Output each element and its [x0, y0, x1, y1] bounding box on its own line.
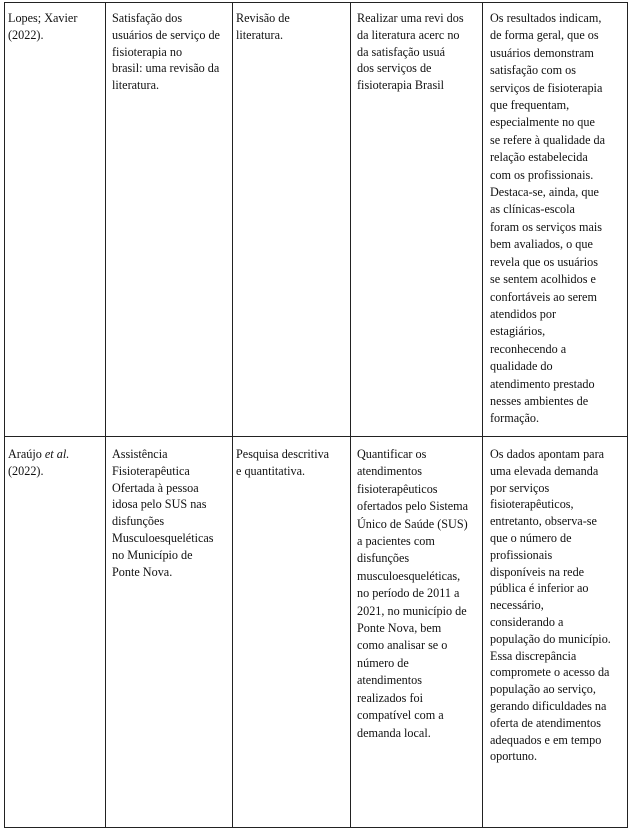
- cell-line: necessário,: [490, 598, 544, 613]
- cell-line: dos serviços de: [357, 61, 432, 76]
- cell-line: oferta de atendimentos: [490, 715, 601, 730]
- cell-line: com os profissionais.: [490, 167, 594, 182]
- cell-line: considerando a: [490, 614, 564, 629]
- row-divider: [4, 436, 628, 437]
- cell-line: profissionais: [490, 547, 553, 562]
- cell-line: atendimentos: [357, 464, 422, 479]
- cell-line: foram os serviços mais: [490, 219, 603, 234]
- cell-line: Satisfação dos: [112, 11, 183, 25]
- cell-line: população ao serviço,: [490, 682, 596, 697]
- table-cell-method: [236, 446, 348, 480]
- cell-line: reconhecendo a: [490, 341, 567, 356]
- table-cell-method: [236, 10, 348, 44]
- table-cell-objective: [357, 446, 481, 742]
- table-cell-objective: [357, 10, 481, 94]
- cell-line: da literatura acerc no: [357, 27, 460, 42]
- table-border-top: [4, 2, 628, 3]
- cell-line: bem avaliados, o que: [490, 237, 593, 252]
- cell-line: (2022).: [8, 27, 44, 42]
- cell-line: literatura.: [236, 27, 284, 42]
- cell-line: por serviços: [490, 480, 550, 495]
- cell-line: Realizar uma revi dos: [357, 11, 464, 25]
- cell-line: e quantitativa.: [236, 463, 306, 478]
- cell-line: compromete o acesso da: [490, 665, 610, 680]
- cell-line: confortáveis ao serem: [490, 289, 597, 304]
- cell-line: serviços de fisioterapia: [490, 80, 603, 95]
- cell-line: de forma geral, que os: [490, 28, 599, 43]
- table-cell-title: [112, 446, 232, 580]
- cell-line: que o número de: [490, 530, 572, 545]
- cell-line: revela que os usuários: [490, 254, 598, 269]
- cell-line: disfunções: [357, 551, 410, 566]
- cell-line: da satisfação usuá: [357, 44, 445, 59]
- cell-line: população do município.: [490, 631, 611, 646]
- cell-line: demanda local.: [357, 725, 431, 740]
- cell-line: as clínicas-escola: [490, 202, 575, 217]
- table-border-left: [4, 2, 5, 828]
- cell-line: no Município de: [112, 547, 193, 562]
- cell-line: fisioterapia Brasil: [357, 78, 444, 93]
- cell-line: Ofertada à pessoa: [112, 480, 199, 495]
- cell-line: Ponte Nova, bem: [357, 621, 442, 636]
- cell-line: adequados e em tempo: [490, 732, 602, 747]
- cell-line: Fisioterapêutica: [112, 463, 190, 478]
- cell-line: fisioterapia no: [112, 44, 183, 59]
- cell-line: Revisão de: [236, 11, 290, 25]
- author-et-al: et al.: [44, 447, 70, 461]
- table-cell-results: [490, 10, 626, 428]
- cell-line: musculoesqueléticas,: [357, 568, 461, 583]
- cell-line: Quantificar os: [357, 447, 427, 461]
- cell-line: usuários de serviço de: [112, 27, 220, 42]
- cell-line: se sentem acolhidos e: [490, 272, 596, 287]
- cell-line: [8, 446, 104, 463]
- cell-line: fisioterapêuticos,: [490, 497, 574, 512]
- cell-line: atendimento prestado: [490, 376, 595, 391]
- cell-line: que frequentam,: [490, 98, 570, 113]
- cell-line: Os resultados indicam,: [490, 11, 602, 25]
- cell-line: estagiários,: [490, 324, 546, 339]
- column-divider: [482, 2, 483, 828]
- cell-line: relação estabelecida: [490, 150, 588, 165]
- table-cell-author: [8, 10, 104, 44]
- cell-line: Essa discrepância: [490, 648, 577, 663]
- cell-line: entretanto, observa-se: [490, 514, 597, 529]
- cell-line: disfunções: [112, 514, 165, 529]
- table-cell-results: [490, 446, 626, 765]
- cell-line: Musculoesqueléticas: [112, 530, 214, 545]
- cell-line: uma elevada demanda: [490, 463, 599, 478]
- cell-line: atendidos por: [490, 306, 557, 321]
- cell-line: Destaca-se, ainda, que: [490, 185, 599, 200]
- cell-line: Único de Saúde (SUS): [357, 516, 468, 531]
- cell-line: oportuno.: [490, 749, 538, 764]
- cell-line: Lopes; Xavier: [8, 11, 78, 25]
- cell-line: nesses ambientes de: [490, 393, 589, 408]
- cell-line: Assistência: [112, 447, 168, 461]
- cell-line: Ponte Nova.: [112, 564, 173, 579]
- cell-line: realizados foi: [357, 690, 423, 705]
- cell-line: brasil: uma revisão da: [112, 61, 220, 76]
- author-name: Araújo: [8, 447, 42, 461]
- cell-line: qualidade do: [490, 359, 553, 374]
- cell-line: ofertados pelo Sistema: [357, 499, 469, 514]
- cell-line: se refere à qualidade da: [490, 132, 606, 147]
- column-divider: [105, 2, 106, 828]
- table-border-right: [627, 2, 628, 828]
- cell-line: formação.: [490, 411, 540, 426]
- cell-line: número de: [357, 655, 409, 670]
- cell-line: a pacientes com: [357, 534, 435, 549]
- cell-line: atendimentos: [357, 673, 422, 688]
- cell-line: gerando dificuldades na: [490, 698, 607, 713]
- cell-line: no período de 2011 a: [357, 586, 460, 601]
- cell-line: pública é inferior ao: [490, 581, 589, 596]
- column-divider: [350, 2, 351, 828]
- table-border-bottom: [4, 827, 628, 828]
- cell-line: compatível com a: [357, 708, 444, 723]
- table-cell-author: [8, 446, 104, 480]
- cell-line: Pesquisa descritiva: [236, 447, 330, 461]
- cell-line: idosa pelo SUS nas: [112, 497, 207, 512]
- column-divider: [232, 2, 233, 828]
- cell-line: disponíveis na rede: [490, 564, 585, 579]
- cell-line: como analisar se o: [357, 638, 448, 653]
- cell-line: usuários demonstram: [490, 45, 594, 60]
- table-cell-title: [112, 10, 232, 94]
- cell-line: satisfação com os: [490, 63, 576, 78]
- cell-line: especialmente no que: [490, 115, 595, 130]
- cell-line: 2021, no município de: [357, 603, 467, 618]
- cell-line: fisioterapêuticos: [357, 481, 438, 496]
- cell-line: Os dados apontam para: [490, 447, 605, 461]
- cell-line: literatura.: [112, 78, 160, 93]
- results-table: [4, 2, 628, 828]
- cell-line: (2022).: [8, 463, 44, 478]
